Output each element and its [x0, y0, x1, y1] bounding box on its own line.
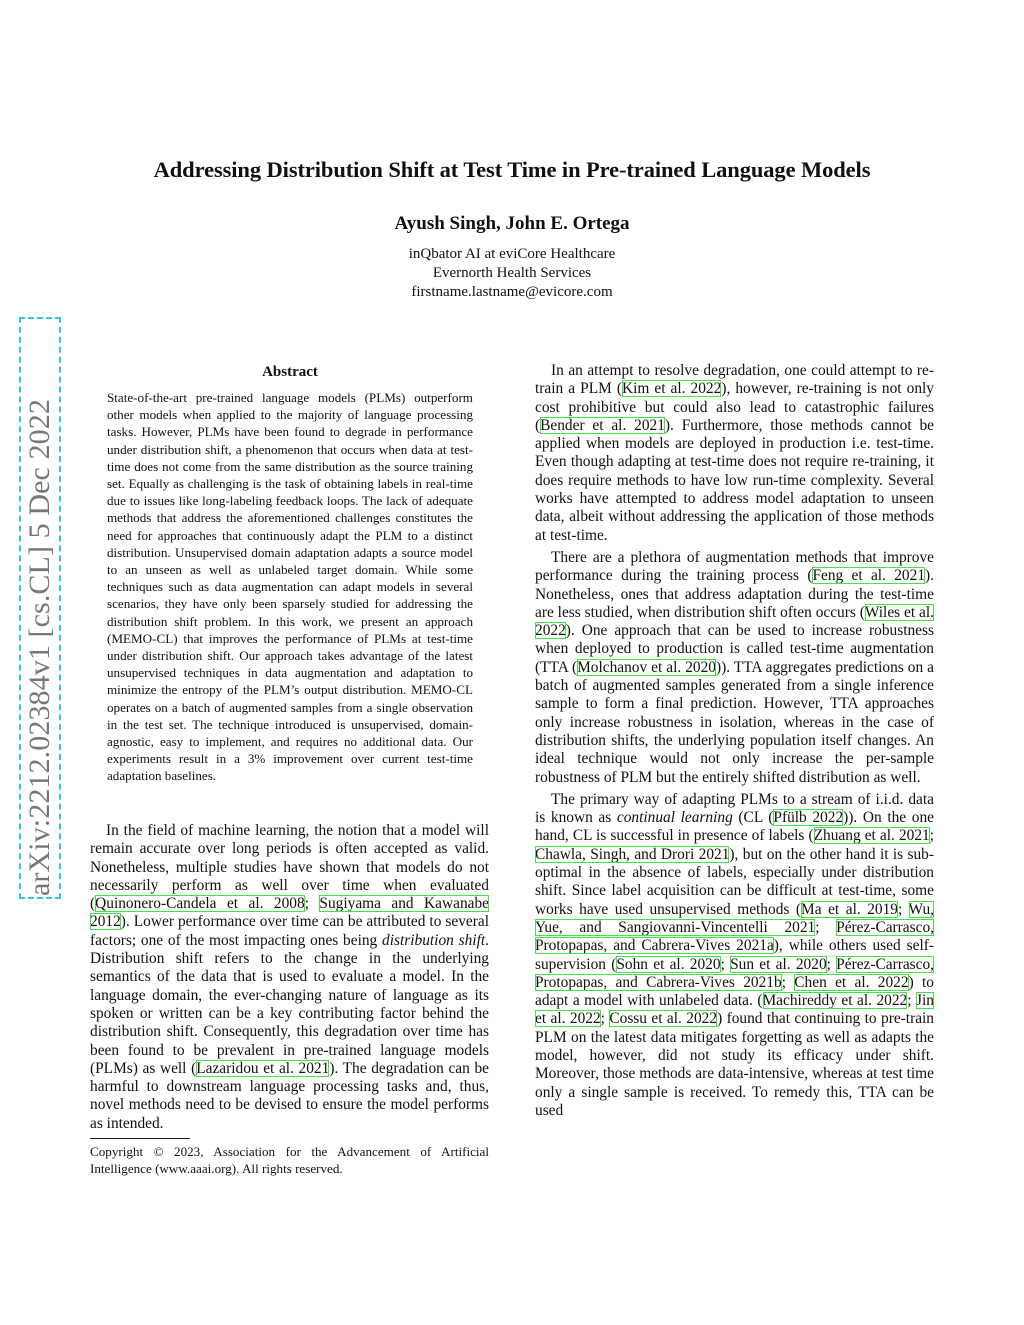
- citation-link[interactable]: Machireddy et al. 2022: [762, 992, 908, 1010]
- citation-link[interactable]: Pérez-Carrasco, Protopapas, and Cabrera-Vives 2021b: [535, 955, 935, 991]
- citation-link[interactable]: Sugiyama and Kawanabe 2012: [90, 895, 490, 931]
- intro-paragraph-3: There are a plethora of augmentation methods that improve performance during the training process (Feng et al. 2021). Nonetheless, ones that address adaptation during the test-time are less studied, when distribution shift often occurs (Wiles et al. 2022). One approach that can be used to increase robustness when deployed to production is called test-time augmentation (TTA (Molchanov et al. 2020)). TTA aggregates predictions on a batch of augmented samples generated from a single inference sample to form a final prediction. However, TTA approaches only increase robustness in isolation, whereas in the case of distribution shifts, the underlying population itself changes. An ideal technique would not only increase the per-sample robustness of PLM but the entirely shifted distribution as well.: [535, 548, 934, 786]
- author-email: firstname.lastname@evicore.com: [411, 284, 613, 300]
- intro-paragraph-1: In the field of machine learning, the notion that a model will remain accurate over long periods is often accepted as valid. Nonetheless, multiple studies have shown that models do not necessarily perform as well over time when evaluated (Quinonero-Candela et al. 2008; Sugiyama and Kawanabe 2012). Lower performance over time can be attributed to several factors; one of the most impacting ones being distribution shift. Distribution shift refers to the change in the underlying semantics of the data that is used to evaluate a model. In the language domain, the ever-changing nature of language as its spoken or written can be a key contributing factor behind the distribution shift. Consequently, this degradation over time has been found to be prevalent in pre-trained language models (PLMs) as well (Lazaridou et al. 2021). The degradation can be harmful to downstream language processing tasks and, thus, novel methods need to be devised to ensure the model performs as intended.: [90, 822, 490, 1132]
- intro-right-column: [535, 362, 934, 1120]
- author-list: Ayush Singh, John E. Ortega: [394, 213, 630, 234]
- abstract-text: State-of-the-art pre-trained language models (PLMs) outperform other models when applied to the majority of language processing tasks. However, PLMs have been found to degrade in performance under distribution shift, a phenomenon that occurs when data at test-time does not come from the same distribution as the source training set. Equally as challenging is the task of obtaining labels in real-time due to issues like long-labeling feedback loops. The lack of adequate methods that address the aforementioned challenges constitutes the need for approaches that continuously adapt the PLM to a distinct distribution. Unsupervised domain adaptation adapts a source model to an unseen as well as unlabeled target domain. While some techniques such as data augmentation can adapt models in several scenarios, they have only been sparsely studied for addressing the distribution shift problem. In this work, we present an approach (MEMO-CL) that improves the performance of PLMs at test-time under distribution shift. Our approach takes advantage of the latest unsupervised techniques in data augmentation and adaptation to minimize the entropy of the PLM’s output distribution. MEMO-CL operates on a batch of augmented samples from a single observation in the test set. The technique introduced is unsupervised, domain-agnostic, easy to implement, and requires no additional data. Our experiments result in a 3% improvement over current test-time adaptation baselines.: [107, 390, 473, 784]
- footnote-rule: [90, 1138, 190, 1139]
- citation-link[interactable]: Molchanov et al. 2020: [577, 658, 716, 676]
- citation-link[interactable]: Cossu et al. 2022: [609, 1010, 718, 1028]
- citation-link[interactable]: Sohn et al. 2020: [616, 955, 721, 973]
- citation-link[interactable]: Ma et al. 2019: [801, 900, 899, 918]
- citation-link[interactable]: Bender et al. 2021: [540, 416, 665, 434]
- copyright-notice: Copyright © 2023, Association for the Advancement of Artificial Intelligence (www.aaai.org). All rights reserved.: [90, 1144, 489, 1176]
- citation-link[interactable]: Lazaridou et al. 2021: [196, 1059, 330, 1077]
- citation-link[interactable]: Sun et al. 2020: [730, 955, 827, 973]
- affiliation-line-2: Evernorth Health Services: [432, 265, 592, 281]
- citation-link[interactable]: Zhuang et al. 2021: [813, 827, 930, 845]
- citation-link[interactable]: Jin et al. 2022: [535, 992, 935, 1028]
- citation-link[interactable]: Pfülb 2022: [773, 809, 844, 827]
- intro-paragraph-2: In an attempt to resolve degradation, one could attempt to re-train a PLM (Kim et al. 2022), however, re-training is not only cost prohibitive but could also lead to catastrophic failures (Bender et al. 2021). Furthermore, those methods cannot be applied when models are deployed in production i.e. test-time. Even though adapting at test-time does not require re-training, it does require methods to have low run-time complexity. Several works have attempted to address model adaptation to unseen data, albeit without addressing the application of those methods at test-time.: [535, 362, 934, 544]
- citation-link[interactable]: Kim et al. 2022: [621, 380, 722, 398]
- citation-link[interactable]: Quinonero-Candela et al. 2008: [95, 895, 305, 913]
- abstract-heading: Abstract: [262, 364, 318, 380]
- affiliation-line-1: inQbator AI at eviCore Healthcare: [408, 246, 616, 262]
- intro-left-column: [90, 822, 489, 1133]
- intro-paragraph-4: The primary way of adapting PLMs to a stream of i.i.d. data is known as continual learning (CL (Pfülb 2022)). On the one hand, CL is successful in presence of labels (Zhuang et al. 2021; Chawla, Singh, and Drori 2021), but on the other hand it is sub-optimal in the absence of labels, especially under distribution shift. Since label acquisition can be difficult at test-time, some works have used unsupervised methods (Ma et al. 2019; Wu, Yue, and Sangiovanni-Vincentelli 2021; Pérez-Carrasco, Protopapas, and Cabrera-Vives 2021a), while others used self-supervision (Sohn et al. 2020; Sun et al. 2020; Pérez-Carrasco, Protopapas, and Cabrera-Vives 2021b; Chen et al. 2022) to adapt a model with unlabeled data. (Machireddy et al. 2022; Jin et al. 2022; Cossu et al. 2022) found that continuing to pre-train PLM on the latest data mitigates forgetting as well as adapts the model, however, did not study its efficacy under shift. Moreover, those methods are data-intensive, whereas at test time only a single sample is received. To remedy this, TTA can be used: [535, 790, 935, 1119]
- citation-link[interactable]: Chen et al. 2022: [794, 973, 909, 991]
- citation-link[interactable]: Wiles et al. 2022: [535, 603, 934, 640]
- paper-title: Addressing Distribution Shift at Test Time in Pre-trained Language Models: [153, 157, 871, 182]
- citation-link[interactable]: Chawla, Singh, and Drori 2021: [535, 845, 730, 863]
- arxiv-stamp[interactable]: arXiv:2212.02384v1 [cs.CL] 5 Dec 2022: [20, 318, 60, 898]
- citation-link[interactable]: Feng et al. 2021: [812, 567, 926, 585]
- affiliation-block: [0, 245, 1024, 302]
- citation-link[interactable]: Pérez-Carrasco, Protopapas, and Cabrera-Vives 2021a: [535, 918, 935, 955]
- citation-link[interactable]: Wu, Yue, and Sangiovanni-Vincentelli 2021: [535, 900, 934, 936]
